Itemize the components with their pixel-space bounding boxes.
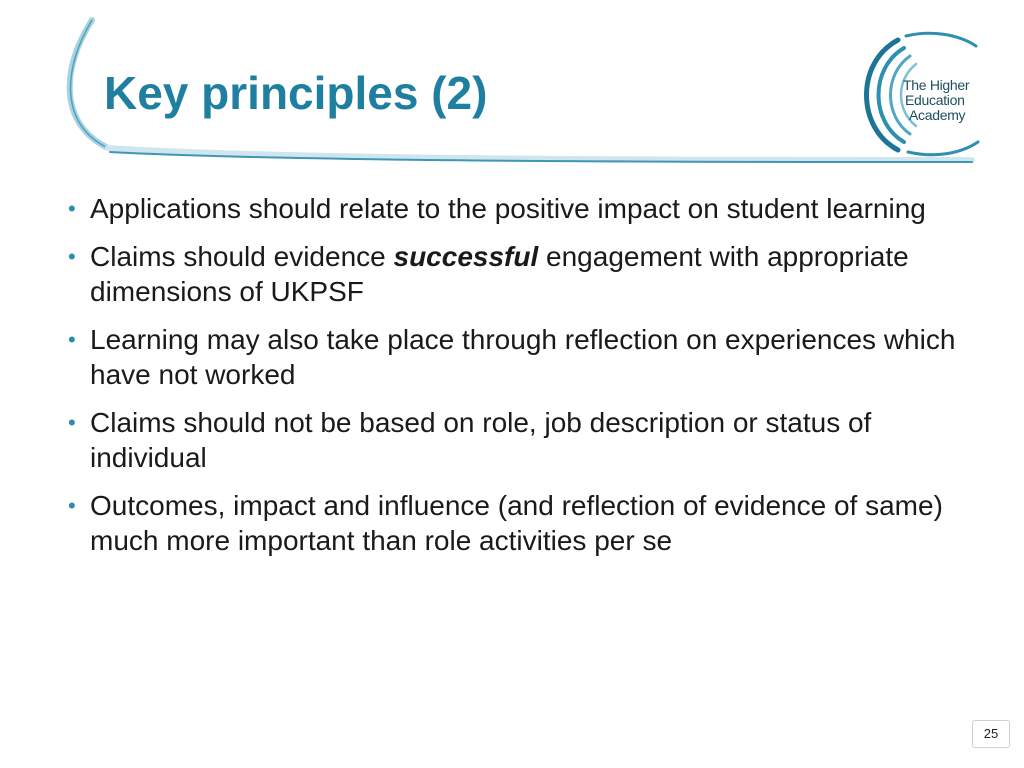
bullet-text-before: Claims should evidence	[90, 241, 394, 272]
bullet-item	[68, 488, 968, 558]
bullet-dot-icon: •	[68, 327, 76, 352]
logo-line-2: Education	[905, 92, 965, 108]
bullet-list	[68, 191, 968, 571]
bullet-text: Claims should not be based on role, job description or status of individual	[90, 407, 872, 473]
bullet-dot-icon: •	[68, 244, 76, 269]
bullet-text: Applications should relate to the positive impact on student learning	[90, 193, 926, 224]
bullet-item	[68, 405, 968, 475]
bullet-dot-icon: •	[68, 493, 76, 518]
page-number: 25	[972, 720, 1010, 748]
bullet-dot-icon: •	[68, 196, 76, 221]
slide-title: Key principles (2)	[104, 67, 488, 119]
bullet-text: Outcomes, impact and influence (and reflection of evidence of same) much more important than role activities per se	[90, 490, 943, 556]
header-underline	[108, 148, 972, 160]
logo-line-3: Academy	[909, 107, 966, 123]
left-swoosh-line	[71, 20, 108, 148]
bullet-item	[68, 322, 968, 392]
bullet-text: Learning may also take place through reflection on experiences which have not worked	[90, 324, 956, 390]
bullet-emphasis: successful	[393, 241, 539, 272]
logo-line-1: The Higher	[903, 77, 970, 93]
left-swoosh-shape	[70, 20, 108, 148]
bullet-item	[68, 191, 968, 226]
bullet-dot-icon: •	[68, 410, 76, 435]
hea-logo	[903, 78, 969, 123]
bullet-text-after: engagement with appropriate dimensions of UKPSF	[90, 241, 909, 307]
bullet-item	[68, 239, 968, 309]
